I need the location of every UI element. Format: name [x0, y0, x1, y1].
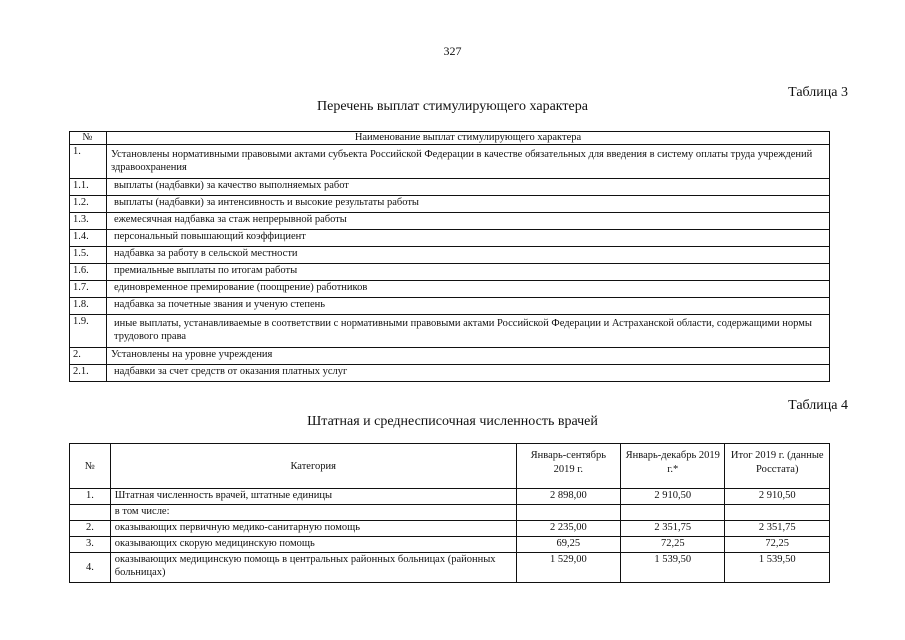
table3-title: Перечень выплат стимулирующего характера: [317, 99, 588, 114]
header-category: Категория: [110, 444, 516, 489]
table-row: [70, 179, 830, 196]
row-num: [70, 505, 111, 521]
row-category: Штатная численность врачей, штатные единицы: [110, 489, 516, 505]
header-num: №: [70, 132, 107, 145]
row-text: иные выплаты, устанавливаемые в соответствии с нормативными правовыми актами Российской Федерации и Астраханской области, содержащими нормы трудового права: [107, 315, 830, 348]
table-row: [70, 348, 830, 365]
row-text: выплаты (надбавки) за интенсивность и высокие результаты работы: [107, 196, 830, 213]
row-total: 1 539,50: [725, 553, 830, 583]
row-text: ежемесячная надбавка за стаж непрерывной работы: [107, 213, 830, 230]
row-category: оказывающих скорую медицинскую помощь: [110, 537, 516, 553]
row-jan-sep: 2 898,00: [516, 489, 620, 505]
row-total: 2 351,75: [725, 521, 830, 537]
row-num: 1.4.: [70, 230, 107, 247]
row-text: персональный повышающий коэффициент: [107, 230, 830, 247]
row-jan-dec: 2 910,50: [621, 489, 725, 505]
header-jan-sep: Январь-сентябрь 2019 г.: [516, 444, 620, 489]
row-jan-sep: 2 235,00: [516, 521, 620, 537]
row-num: 2.1.: [70, 365, 107, 382]
row-jan-dec: 2 351,75: [621, 521, 725, 537]
table-row: [70, 230, 830, 247]
row-jan-dec: 1 539,50: [621, 553, 725, 583]
table-row: [70, 281, 830, 298]
row-num: 1.5.: [70, 247, 107, 264]
header-total: Итог 2019 г. (данные Росстата): [725, 444, 830, 489]
row-num: 1.: [70, 145, 107, 179]
row-num: 1.8.: [70, 298, 107, 315]
row-num: 1.2.: [70, 196, 107, 213]
row-total: 72,25: [725, 537, 830, 553]
row-total: 2 910,50: [725, 489, 830, 505]
table-row: [70, 521, 830, 537]
row-num: 3.: [70, 537, 111, 553]
table-row: [70, 365, 830, 382]
row-num: 1.: [70, 489, 111, 505]
row-text: Установлены на уровне учреждения: [107, 348, 830, 365]
row-num: 4.: [70, 553, 111, 583]
table-row: [70, 196, 830, 213]
row-category: оказывающих первичную медико-санитарную помощь: [110, 521, 516, 537]
row-num: 1.1.: [70, 179, 107, 196]
row-text: надбавка за работу в сельской местности: [107, 247, 830, 264]
row-text: Установлены нормативными правовыми актами субъекта Российской Федерации в качестве обязательных для введения в систему оплаты труда учреждений здравоохранения: [107, 145, 830, 179]
table-row: [70, 505, 830, 521]
row-text: выплаты (надбавки) за качество выполняемых работ: [107, 179, 830, 196]
table-row: [70, 315, 830, 348]
row-num: 2.: [70, 348, 107, 365]
table-row: [70, 489, 830, 505]
row-num: 1.3.: [70, 213, 107, 230]
row-jan-dec: [621, 505, 725, 521]
row-text: единовременное премирование (поощрение) работников: [107, 281, 830, 298]
payments-table: [69, 131, 830, 382]
header-jan-dec: Январь-декабрь 2019 г.*: [621, 444, 725, 489]
table-row: [70, 145, 830, 179]
row-text: надбавка за почетные звания и ученую степень: [107, 298, 830, 315]
table-row: [70, 553, 830, 583]
header-num: №: [70, 444, 111, 489]
header-name: Наименование выплат стимулирующего характера: [107, 132, 830, 145]
page-number: 327: [443, 44, 462, 58]
table3-label: Таблица 3: [788, 85, 848, 100]
row-num: 2.: [70, 521, 111, 537]
row-num: 1.9.: [70, 315, 107, 348]
row-text: надбавки за счет средств от оказания платных услуг: [107, 365, 830, 382]
table4-title: Штатная и среднесписочная численность врачей: [307, 414, 598, 429]
row-category: оказывающих медицинскую помощь в центральных районных больницах (районных больницах): [110, 553, 516, 583]
doctors-table: [69, 443, 830, 583]
row-jan-sep: 69,25: [516, 537, 620, 553]
row-category: в том числе:: [110, 505, 516, 521]
table-row: [70, 537, 830, 553]
table-row: [70, 264, 830, 281]
row-jan-sep: 1 529,00: [516, 553, 620, 583]
table-row: [70, 213, 830, 230]
table4-label: Таблица 4: [788, 398, 848, 413]
table-row: [70, 247, 830, 264]
table-header-row: [70, 444, 830, 489]
row-jan-sep: [516, 505, 620, 521]
table-row: [70, 298, 830, 315]
table-header-row: [70, 132, 830, 145]
row-total: [725, 505, 830, 521]
row-text: премиальные выплаты по итогам работы: [107, 264, 830, 281]
row-num: 1.7.: [70, 281, 107, 298]
row-jan-dec: 72,25: [621, 537, 725, 553]
row-num: 1.6.: [70, 264, 107, 281]
